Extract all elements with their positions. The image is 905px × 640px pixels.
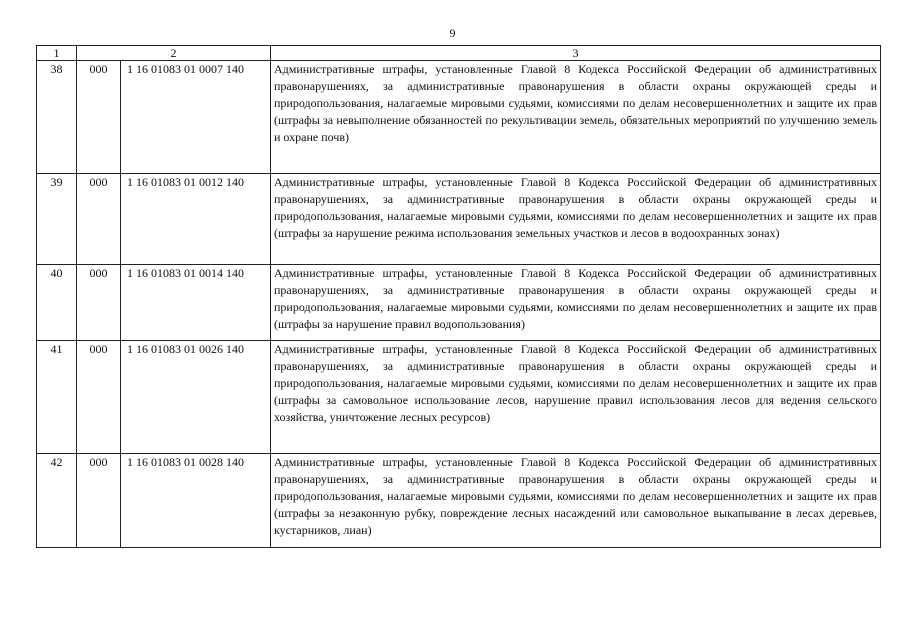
description: Административные штрафы, установленные Главой 8 Кодекса Российской Федерации об административных правонарушениях, за административные правонарушения в области охраны окружающей среды и природопользования, налагаемые мировыми судьями, комиссиями по делам несовершеннолетних и защите их прав (штрафы за нарушение правил водопользования) xyxy=(271,265,881,341)
row-number: 39 xyxy=(37,174,77,265)
admin-code: 000 xyxy=(77,454,121,548)
description: Административные штрафы, установленные Главой 8 Кодекса Российской Федерации об административных правонарушениях, за административные правонарушения в области охраны окружающей среды и природопользования, налагаемые мировыми судьями, комиссиями по делам несовершеннолетних и защите их прав (штрафы за нарушение режима использования земельных участков и лесов в водоохранных зонах) xyxy=(271,174,881,265)
table-row xyxy=(37,341,881,454)
description: Административные штрафы, установленные Главой 8 Кодекса Российской Федерации об административных правонарушениях, за административные правонарушения в области охраны окружающей среды и природопользования, налагаемые мировыми судьями, комиссиями по делам несовершеннолетних и защите их прав (штрафы за невыполнение обязанностей по рекультивации земель, обязательных мероприятий по улучшению земель и охране почв) xyxy=(271,61,881,174)
table-row xyxy=(37,265,881,341)
budget-code: 1 16 01083 01 0028 140 xyxy=(121,454,271,548)
description: Административные штрафы, установленные Главой 8 Кодекса Российской Федерации об административных правонарушениях, за административные правонарушения в области охраны окружающей среды и природопользования, налагаемые мировыми судьями, комиссиями по делам несовершеннолетних и защите их прав (штрафы за незаконную рубку, повреждение лесных насаждений или самовольное выкапывание в лесах деревьев, кустарников, лиан) xyxy=(271,454,881,548)
admin-code: 000 xyxy=(77,341,121,454)
budget-code: 1 16 01083 01 0012 140 xyxy=(121,174,271,265)
page-number: 9 xyxy=(449,26,456,40)
description: Административные штрафы, установленные Главой 8 Кодекса Российской Федерации об административных правонарушениях, за административные правонарушения в области охраны окружающей среды и природопользования, налагаемые мировыми судьями, комиссиями по делам несовершеннолетних и защите их прав (штрафы за самовольное использование лесов, нарушение правил использования лесов для ведения сельского хозяйства, уничтожение лесных ресурсов) xyxy=(271,341,881,454)
table-row xyxy=(37,174,881,265)
budget-code: 1 16 01083 01 0014 140 xyxy=(121,265,271,341)
header-col-1: 1 xyxy=(37,46,77,61)
table-row xyxy=(37,61,881,174)
row-number: 38 xyxy=(37,61,77,174)
row-number: 42 xyxy=(37,454,77,548)
table-row xyxy=(37,454,881,548)
table-header-row xyxy=(37,46,881,61)
budget-code: 1 16 01083 01 0026 140 xyxy=(121,341,271,454)
header-col-3: 3 xyxy=(271,46,881,61)
row-number: 40 xyxy=(37,265,77,341)
admin-code: 000 xyxy=(77,174,121,265)
admin-code: 000 xyxy=(77,265,121,341)
row-number: 41 xyxy=(37,341,77,454)
budget-codes-table xyxy=(36,45,881,548)
admin-code: 000 xyxy=(77,61,121,174)
budget-code: 1 16 01083 01 0007 140 xyxy=(121,61,271,174)
header-col-2: 2 xyxy=(77,46,271,61)
